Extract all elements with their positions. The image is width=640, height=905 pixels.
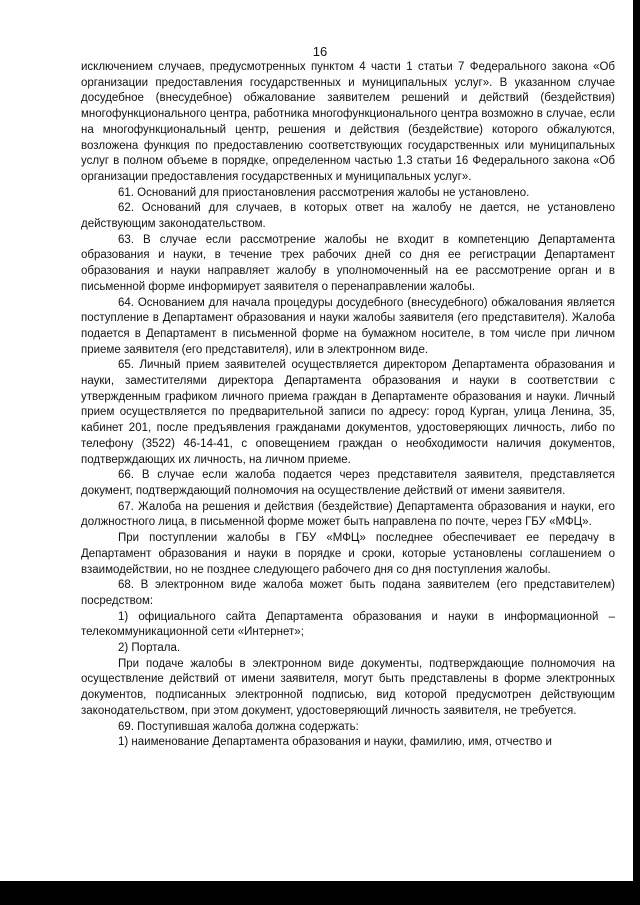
paragraph: 2) Портала. (118, 642, 181, 655)
paragraph: 67. Жалоба на решения и действия (бездействие) Департамента образования и науки, его должностного лица, в письменной форме может быть направлена по почте, через ГБУ «МФЦ». (81, 500, 615, 529)
paragraph: 63. В случае если рассмотрение жалобы не входит в компетенцию Департамента образования и науки, в течение трех рабочих дней со дня ее регистрации Департамент образования и науки направляет жалобу в уполномоченный на ее рассмотрение орган и в письменной форме информирует заявителя о перенаправлении жалобы. (81, 233, 615, 293)
paragraph: 1) официального сайта Департамента образования и науки в информационной – телекоммуникационной сети «Интернет»; (81, 610, 615, 639)
page-number: 16 (312, 44, 328, 59)
paragraph: При поступлении жалобы в ГБУ «МФЦ» последнее обеспечивает ее передачу в Департамент образования и науки в порядке и сроки, которые установлены соглашением о взаимодействии, но не позднее следующего рабочего дня со дня поступления жалобы. (81, 532, 615, 576)
scan-edge-bottom (0, 881, 640, 905)
paragraph: 68. В электронном виде жалоба может быть подана заявителем (его представителем) посредством: (81, 579, 615, 607)
paragraph: 65. Личный прием заявителей осуществляется директором Департамента образования и науки, заместителями директора Департамента образования и науки в соответствии с утвержденным графиком личного приема граждан в Департаменте образования и науки. Личный прием осуществляется по предварительной записи по адресу: город Курган, улица Ленина, 35, кабинет 201, после предъявления гражданами документов, удостоверяющих личность, либо по телефону (3522) 46-14-41, с оповещением граждан о необходимости наличия документов, подтверждающих их личность, на личном приеме. (81, 359, 615, 466)
scan-edge-right (633, 0, 640, 905)
paragraph: 61. Оснований для приостановления рассмотрения жалобы не установлено. (118, 186, 530, 199)
paragraph: 66. В случае если жалоба подается через представителя заявителя, представляется документ, подтверждающий полномочия на осуществление действий от имени заявителя. (81, 469, 615, 497)
paragraph: 69. Поступившая жалоба должна содержать: (118, 720, 359, 733)
paragraph: исключением случаев, предусмотренных пунктом 4 части 1 статьи 7 Федерального закона «Об организации предоставления государственных и муниципальных услуг». В указанном случае досудебное (внесудебное) обжалование заявителем решений и действий (бездействия) многофункционального центра, работника многофункционального центра возможно в случае, если на многофункциональный центр, решения и действия (бездействие) которого обжалуются, возложена функция по предоставлению соответствующих государственных или муниципальных услуг в полном объеме в порядке, определенном частью 1.3 статьи 16 Федерального закона «Об организации предоставления государственных и муниципальных услуг». (81, 61, 615, 183)
paragraph: 64. Основанием для начала процедуры досудебного (внесудебного) обжалования является поступление в Департамент образования и науки жалобы заявителя (его представителя). Жалоба подается в Департамент в письменной форме на бумажном носителе, в том числе при личном приеме заявителя (его представителя), или в электронном виде. (81, 296, 615, 356)
paragraph: 1) наименование Департамента образования и науки, фамилию, имя, отчество и (118, 736, 552, 749)
paragraph: 62. Оснований для случаев, в которых ответ на жалобу не дается, не установлено действующим законодательством. (81, 202, 615, 231)
paragraph: При подаче жалобы в электронном виде документы, подтверждающие полномочия на осуществление действий от имени заявителя, могут быть представлены в форме электронных документов, подписанных электронной подписью, вид которой предусмотрен действующим законодательством, при этом документ, удостоверяющий личность заявителя, не требуется. (81, 657, 615, 717)
document-body (81, 60, 615, 751)
